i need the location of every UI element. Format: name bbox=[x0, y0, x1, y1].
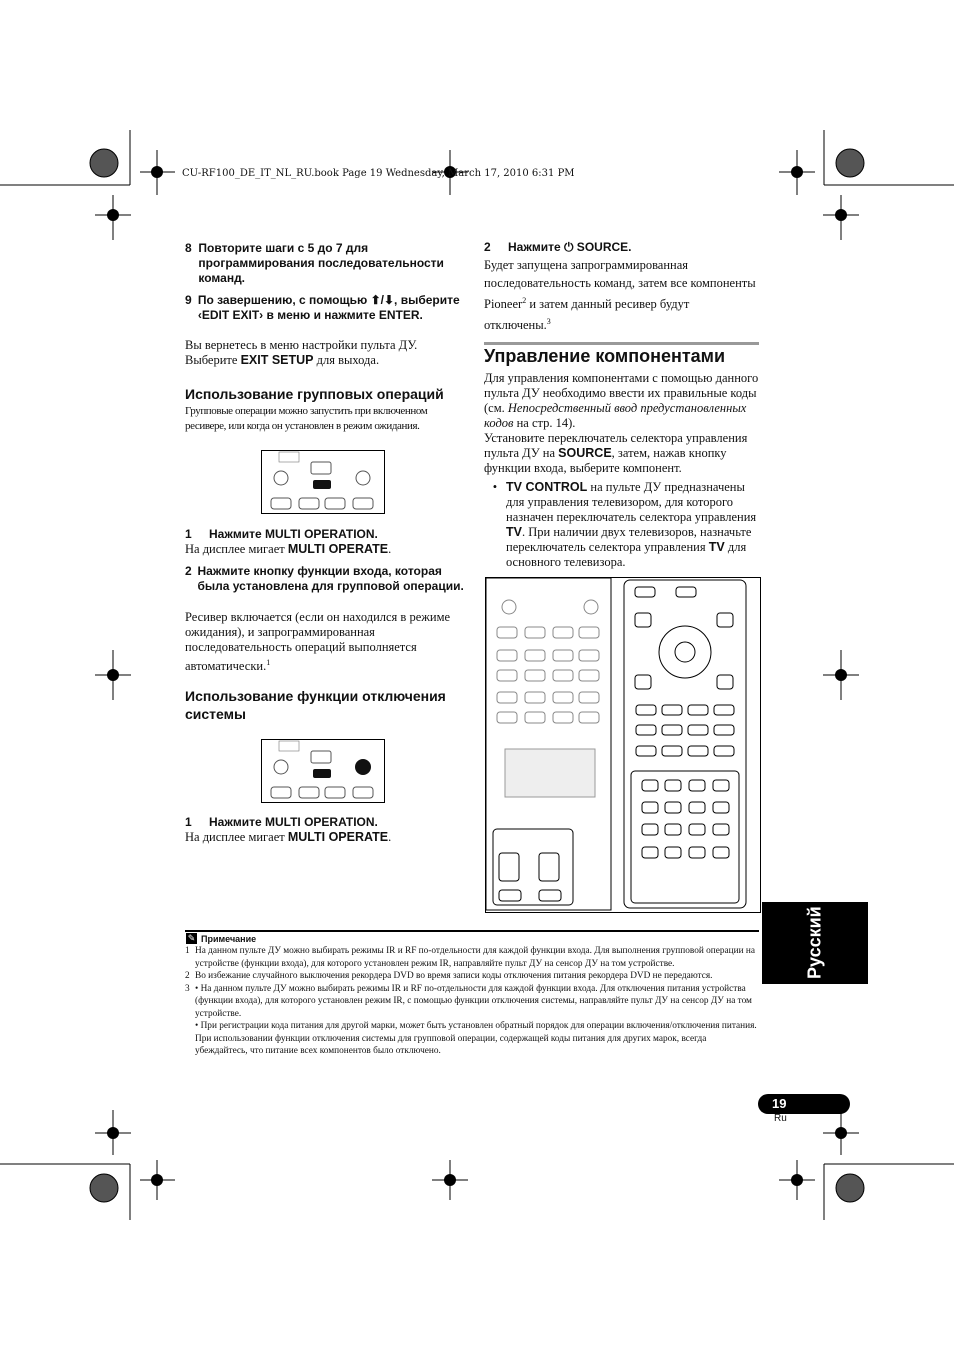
group-step-1: 1 Нажмите MULTI OPERATION. bbox=[185, 527, 378, 541]
section-rule bbox=[484, 342, 759, 345]
group-step-1-body: На дисплее мигает MULTI OPERATE. bbox=[185, 542, 392, 556]
group-step-2: 2 Нажмите кнопку функции входа, которая была установлена для групповой операции. bbox=[185, 564, 464, 593]
section-title: Управление компонентами bbox=[484, 346, 726, 366]
note-item: 2 Во избежание случайного выключения рекордера DVD во время записи коды отключения питания рекордера DVD не передаются. bbox=[185, 971, 713, 981]
system-off-title: Использование функции отключения системы bbox=[185, 688, 446, 722]
right-step-2-body: Будет запущена запрограммированная последовательность команд, затем все компоненты Pioneer$^2$ и затем данный ресивер будут отключены.$^3$ bbox=[484, 258, 756, 333]
group-ops-body: Групповые операции можно запустить при включенном ресивере, или когда он установлен в режим ожидания. bbox=[185, 405, 428, 432]
section-para-2: Установите переключатель селектора управления пульта ДУ на SOURCE, затем, нажав кнопку функции входа, выберите компонент. bbox=[484, 431, 748, 475]
page-lang: Ru bbox=[774, 1113, 787, 1124]
pencil-icon: ✎ bbox=[187, 933, 196, 943]
notes-header: ✎ Примечание bbox=[187, 933, 257, 944]
section-para-1: Для управления компонентами с помощью данного пульта ДУ необходимо ввести их правильные коды (см. Непосредственный ввод предустановленных кодов на стр. 14). bbox=[484, 371, 759, 430]
step-9-body: Вы вернетесь в меню настройки пульта ДУ. Выберите EXIT SETUP для выхода. bbox=[185, 338, 418, 367]
step-9: 9 По завершению, с помощью ⬆/⬇, выберите ‹EDIT EXIT› в меню и нажмите ENTER. bbox=[185, 293, 460, 322]
notes-rule bbox=[185, 930, 759, 932]
off-step-1: 1 Нажмите MULTI OPERATION. bbox=[185, 815, 378, 829]
remote-control-illustration bbox=[485, 577, 761, 913]
group-ops-title: Использование групповых операций bbox=[185, 386, 444, 402]
tv-control-bullet: • TV CONTROL на пульте ДУ предназначены для управления телевизором, для которого назначен переключатель селектора управления TV. При наличии двух телевизоров, назначьте переключатель селектора управления TV для основного телевизора. bbox=[492, 480, 757, 569]
note-item: 3 • На данном пульте ДУ можно выбирать режимы IR и RF по-отдельности для каждой функции входа. Для отключения питания устройства (функции входа), для которого установлен режим IR, с помощью функции отключения системы, направляйте пульт ДУ на сенсор ДУ на том устройстве. bbox=[185, 983, 752, 1019]
remote-snippet-source bbox=[261, 739, 385, 803]
file-info: CU-RF100_DE_IT_NL_RU.book Page 19 Wednesday, March 17, 2010 6:31 PM bbox=[182, 168, 575, 179]
note-item: • При регистрации кода питания для другой марки, может быть установлен обратный порядок для операции включения/отключения питания. При использовании функции отключения системы для групповой операции, содержащей коды питания для других марок, всегда убеждайтесь, что питание всех компонентов было отключено. bbox=[195, 1021, 757, 1056]
note-item: 1 На данном пульте ДУ можно выбирать режимы IR и RF по-отдельности для каждой функции входа. Для выполнения групповой операции на устройстве (функции входа), для которого установлен режим IR, направляйте пульт ДУ на сенсор ДУ на том устройстве. bbox=[185, 946, 756, 969]
language-tab: Русский bbox=[762, 902, 868, 984]
off-step-1-body: На дисплее мигает MULTI OPERATE. bbox=[185, 830, 392, 844]
right-step-2: 2 Нажмите ⏻ SOURCE. bbox=[484, 240, 632, 254]
remote-snippet-multi-operation bbox=[261, 450, 385, 514]
page-number-badge: 19 bbox=[758, 1094, 850, 1114]
group-step-2-body: Ресивер включается (если он находился в режиме ожидания), и запрограммированная последовательность операций выполняется автоматически.$^1$ bbox=[185, 610, 451, 674]
step-8: 8 Повторите шаги с 5 до 7 для программирования последовательности команд. bbox=[185, 241, 444, 285]
notes-list bbox=[185, 945, 759, 1058]
